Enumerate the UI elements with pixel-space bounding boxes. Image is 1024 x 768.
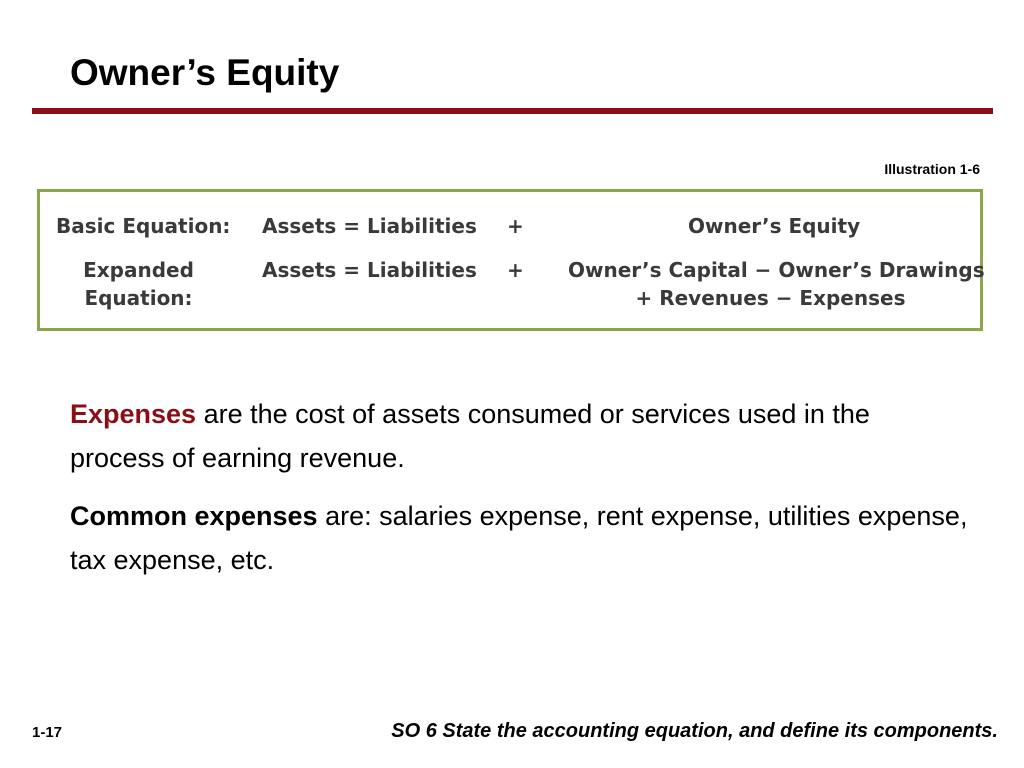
- slide-title: Owner’s Equity: [70, 52, 340, 93]
- expanded-label-line1: Expanded: [83, 258, 194, 282]
- term-expenses: Expenses: [70, 399, 197, 429]
- expanded-rhs-line1: Owner’s Capital − Owner’s Drawings: [568, 258, 985, 282]
- basic-equation-lhs: Assets = Liabilities: [262, 214, 477, 238]
- expanded-label-line2: Equation:: [84, 286, 193, 310]
- common-expenses-text: are: salaries expense, rent expense, utilities expense, tax expense, etc.: [70, 501, 968, 575]
- basic-equation-label: Basic Equation:: [56, 214, 231, 238]
- common-expenses: [70, 494, 970, 582]
- expanded-rhs-line2: + Revenues − Expenses: [635, 286, 906, 310]
- expanded-equation-plus: +: [507, 258, 524, 282]
- expenses-definition: [70, 392, 970, 480]
- illustration-label: Illustration 1-6: [884, 161, 980, 177]
- equation-box: [37, 189, 983, 331]
- title-divider: [32, 108, 993, 114]
- slide-body: [70, 392, 970, 596]
- expanded-equation-lhs: Assets = Liabilities: [262, 258, 477, 282]
- expanded-equation-rhs: [568, 256, 985, 312]
- basic-equation-rhs: Owner’s Equity: [688, 214, 861, 238]
- page-number: 1-17: [32, 724, 63, 741]
- expanded-equation-label: [56, 256, 221, 312]
- basic-equation-plus: +: [507, 214, 524, 238]
- expenses-definition-text: are the cost of assets consumed or services used in the process of earning revenue.: [70, 399, 870, 473]
- study-objective: SO 6 State the accounting equation, and define its components.: [391, 720, 998, 742]
- term-common-expenses: Common expenses: [70, 501, 318, 531]
